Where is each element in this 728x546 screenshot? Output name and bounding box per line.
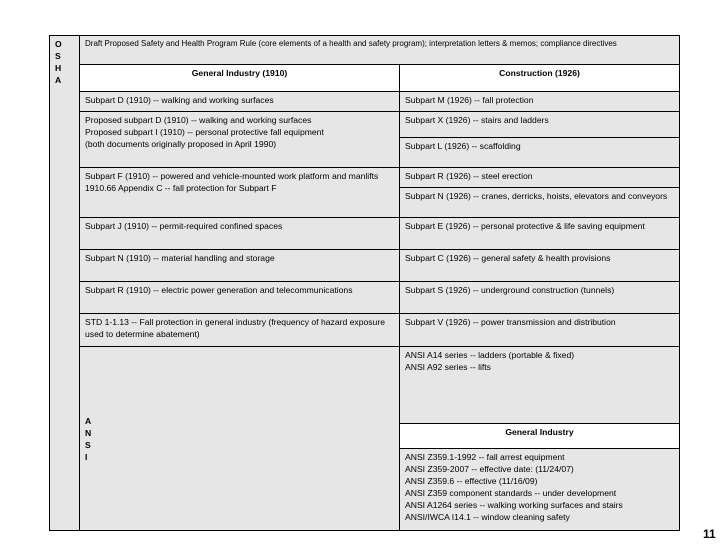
ansi-letter: S — [85, 439, 91, 450]
ansi-a14-line: ANSI A14 series -- ladders (portable & fixed) — [405, 350, 575, 360]
osha-general-industry-header: General Industry (1910) — [80, 65, 400, 92]
ansi-gi-list — [400, 449, 680, 531]
osha-intro: Draft Proposed Safety and Health Program Rule (core elements of a health and safety program); interpretation letters & memos; compliance directives — [85, 39, 617, 48]
proposed-line: (both documents originally proposed in April 1990) — [85, 139, 277, 149]
osha-con-subpart-l: Subpart L (1926) -- scaffolding — [400, 138, 680, 168]
osha-side-label — [50, 36, 80, 531]
proposed-line: Proposed subpart D (1910) -- walking and working surfaces — [85, 115, 312, 125]
ansi-list-item: ANSI Z359-2007 -- effective date: (11/24/07) — [405, 464, 574, 474]
osha-gi-subpart-j: Subpart J (1910) -- permit-required confined spaces — [80, 218, 400, 250]
osha-con-subpart-c: Subpart C (1926) -- general safety & health provisions — [400, 250, 680, 282]
osha-letter: O — [55, 39, 62, 49]
ansi-letter: I — [85, 451, 88, 462]
ansi-list-item: ANSI Z359.1-1992 -- fall arrest equipment — [405, 452, 565, 462]
ansi-list-item: ANSI A1264 series -- walking working surfaces and stairs — [405, 500, 623, 510]
ansi-general-industry-header: General Industry — [400, 424, 680, 449]
osha-con-subpart-v: Subpart V (1926) -- power transmission and distribution — [400, 314, 680, 347]
ansi-list-item: ANSI/IWCA I14.1 -- window cleaning safety — [405, 512, 570, 522]
ansi-letter: A — [85, 415, 92, 426]
ansi-a92-line: ANSI A92 series -- lifts — [405, 362, 491, 372]
osha-gi-subpart-f — [80, 168, 400, 218]
osha-letter: S — [55, 51, 61, 61]
proposed-line: Proposed subpart I (1910) -- personal protective fall equipment — [85, 127, 324, 137]
page-number: 11 — [703, 527, 716, 541]
osha-gi-proposed — [80, 112, 400, 168]
osha-con-subpart-r: Subpart R (1926) -- steel erection — [400, 168, 680, 188]
standards-table — [49, 35, 680, 531]
subpart-f-line: Subpart F (1910) -- powered and vehicle-mounted work platform and manlifts — [85, 171, 379, 181]
osha-letter: A — [55, 75, 62, 85]
ansi-gi-top — [400, 347, 680, 424]
ansi-letter: N — [85, 427, 92, 438]
osha-gi-subpart-d: Subpart D (1910) -- walking and working surfaces — [80, 92, 400, 112]
osha-con-subpart-e: Subpart E (1926) -- personal protective & life saving equipment — [400, 218, 680, 250]
osha-intro-cell — [80, 36, 680, 65]
osha-construction-header: Construction (1926) — [400, 65, 680, 92]
osha-gi-std — [80, 314, 400, 347]
osha-con-subpart-n: Subpart N (1926) -- cranes, derricks, hoists, elevators and conveyors — [400, 188, 680, 218]
osha-con-subpart-x: Subpart X (1926) -- stairs and ladders — [400, 112, 680, 138]
osha-con-subpart-s: Subpart S (1926) -- underground construction (tunnels) — [400, 282, 680, 314]
osha-gi-subpart-n: Subpart N (1910) -- material handling and storage — [80, 250, 400, 282]
ansi-side-label — [80, 347, 400, 531]
ansi-list-item: ANSI Z359 component standards -- under development — [405, 488, 617, 498]
osha-letter: H — [55, 63, 62, 73]
osha-gi-subpart-r: Subpart R (1910) -- electric power generation and telecommunications — [80, 282, 400, 314]
appendix-c-line: 1910.66 Appendix C -- fall protection for Subpart F — [85, 183, 277, 193]
std-text: STD 1-1.13 -- Fall protection in general industry (frequency of hazard exposure used to determine abatement) — [85, 317, 385, 339]
ansi-list-item: ANSI Z359.6 -- effective (11/16/09) — [405, 476, 538, 486]
osha-con-subpart-m: Subpart M (1926) -- fall protection — [400, 92, 680, 112]
